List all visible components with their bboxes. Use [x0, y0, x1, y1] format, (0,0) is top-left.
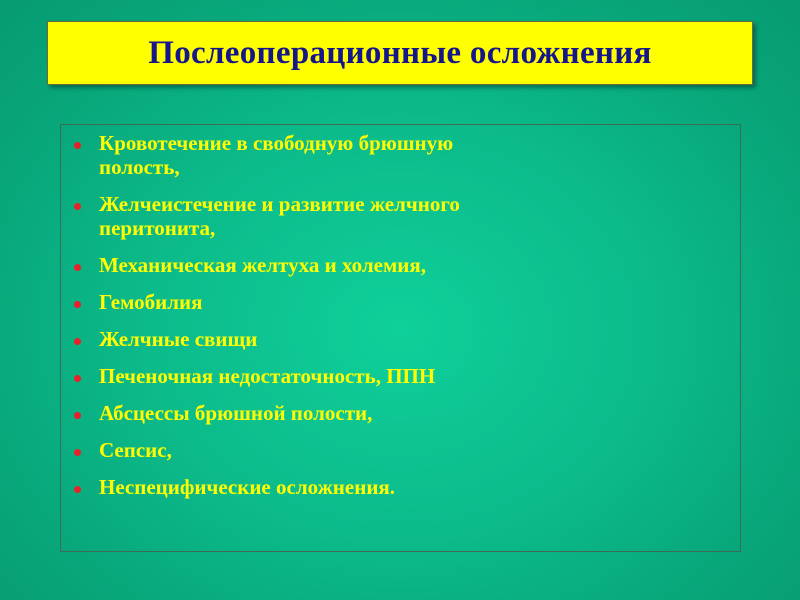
bullet-dot-icon: [74, 203, 81, 210]
title-box: [47, 21, 753, 85]
list-item-line: Механическая желтуха и холемия,: [99, 253, 426, 277]
list-item: [61, 401, 740, 425]
complications-list: [61, 131, 740, 512]
list-item-line: Гемобилия: [99, 290, 203, 314]
list-item-line: Неспецифические осложнения.: [99, 475, 396, 499]
list-item-line: Абсцессы брюшной полости,: [99, 401, 373, 425]
list-item-line: Желчеистечение и развитие желчного: [99, 192, 460, 216]
list-item-line: Сепсис,: [99, 438, 172, 462]
bullet-dot-icon: [74, 486, 81, 493]
list-item: [61, 131, 740, 179]
list-item: [61, 290, 740, 314]
list-item: [61, 327, 740, 351]
list-item-line: перитонита,: [99, 216, 216, 240]
list-item: [61, 364, 740, 388]
bullet-dot-icon: [74, 375, 81, 382]
list-item: [61, 475, 740, 499]
bullet-dot-icon: [74, 142, 81, 149]
bullet-dot-icon: [74, 264, 81, 271]
bullet-dot-icon: [74, 412, 81, 419]
slide-title: Послеоперационные осложнения: [148, 34, 652, 71]
content-box: [60, 124, 741, 552]
list-item: [61, 438, 740, 462]
bullet-dot-icon: [74, 338, 81, 345]
bullet-dot-icon: [74, 301, 81, 308]
list-item-line: Желчные свищи: [99, 327, 258, 351]
list-item-line: полость,: [99, 155, 180, 179]
list-item-line: Печеночная недостаточность, ППН: [99, 364, 436, 388]
list-item-line: Кровотечение в свободную брюшную: [99, 131, 454, 155]
bullet-dot-icon: [74, 449, 81, 456]
list-item: [61, 192, 740, 240]
list-item: [61, 253, 740, 277]
